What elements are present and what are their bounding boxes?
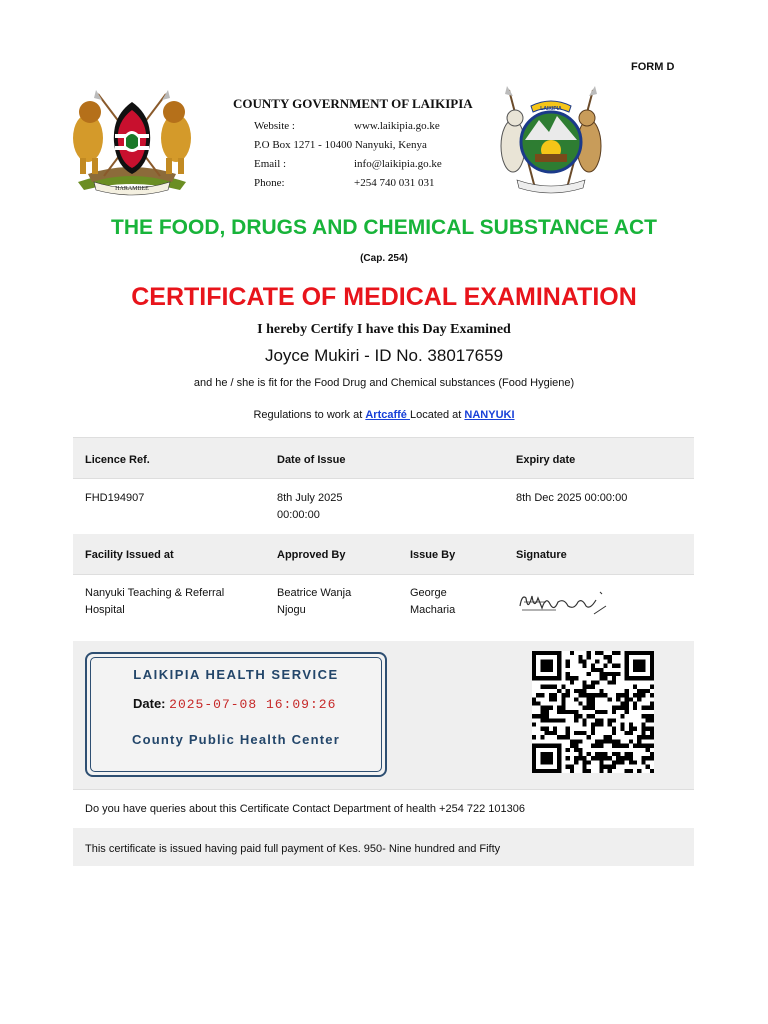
regulations-line <box>0 409 768 421</box>
certify-line: I hereby Certify I have this Day Examined <box>257 322 511 337</box>
stamp-date-row <box>133 696 336 712</box>
stamp-title: LAIKIPIA HEALTH SERVICE <box>133 667 339 682</box>
stamp-center-name: County Public Health Center <box>132 732 340 747</box>
facility-value: Nanyuki Teaching & Referral Hospital <box>85 587 225 616</box>
phone-label: Phone: <box>254 177 285 189</box>
health-service-stamp <box>85 652 387 777</box>
stamp-date-label: Date: <box>133 696 166 711</box>
form-label: FORM D <box>631 61 675 73</box>
phone-value: +254 740 031 031 <box>354 177 435 189</box>
divider <box>73 574 694 575</box>
date-issue-header: Date of Issue <box>277 454 346 466</box>
po-box-text: P.O Box 1271 - 10400 Nanyuki, Kenya <box>254 139 427 151</box>
certificate-title: CERTIFICATE OF MEDICAL EXAMINATION <box>131 283 637 311</box>
svg-text:HARAMBEE: HARAMBEE <box>115 186 149 192</box>
kenya-coat-of-arms-icon <box>68 86 196 196</box>
email-value: info@laikipia.go.ke <box>354 158 442 170</box>
approved-header: Approved By <box>277 549 346 561</box>
website-label: Website : <box>254 120 295 132</box>
location-link[interactable]: NANYUKI <box>464 409 515 421</box>
contact-block <box>254 117 504 193</box>
divider <box>73 437 694 438</box>
county-name: COUNTY GOVERNMENT OF LAIKIPIA <box>233 96 473 111</box>
phone-row <box>254 174 504 193</box>
facility-header: Facility Issued at <box>85 549 174 561</box>
regulations-middle: Located at <box>409 409 465 421</box>
queries-text: Do you have queries about this Certificate Contact Department of health +254 722 101306 <box>85 803 525 815</box>
expiry-header: Expiry date <box>516 454 576 466</box>
website-row <box>254 117 504 136</box>
divider <box>73 789 694 790</box>
website-value: www.laikipia.go.ke <box>354 120 440 132</box>
licence-value: FHD194907 <box>85 492 145 504</box>
employer-link[interactable]: Artcaffé <box>365 409 410 421</box>
po-box-row <box>254 136 504 155</box>
laikipia-county-emblem-icon <box>495 84 607 200</box>
issue-by-value: George Macharia <box>410 587 456 616</box>
qr-code-icon[interactable] <box>529 651 657 773</box>
issue-by-header: Issue By <box>410 549 456 561</box>
act-title: THE FOOD, DRUGS AND CHEMICAL SUBSTANCE ACT <box>111 216 657 239</box>
licence-header: Licence Ref. <box>85 454 150 466</box>
signature-icon <box>516 584 616 624</box>
fit-statement: and he / she is fit for the Food Drug and Chemical substances (Food Hygiene) <box>193 377 575 389</box>
approved-value: Beatrice Wanja Njogu <box>277 587 352 616</box>
email-row <box>254 155 504 174</box>
payment-text: This certificate is issued having paid full payment of Kes. 950- Nine hundred and Fifty <box>85 843 501 855</box>
date-issue-value: 8th July 2025 00:00:00 <box>277 492 343 521</box>
person-name-id: Joyce Mukiri - ID No. 38017659 <box>264 346 504 365</box>
signature-header: Signature <box>516 549 567 561</box>
divider <box>73 478 694 479</box>
act-cap: (Cap. 254) <box>360 253 408 264</box>
regulations-prefix: Regulations to work at <box>253 409 366 421</box>
table-header-1 <box>73 438 694 478</box>
svg-text:LAIKIPIA: LAIKIPIA <box>540 106 562 112</box>
stamp-date-value: 2025-07-08 16:09:26 <box>169 697 337 712</box>
expiry-value: 8th Dec 2025 00:00:00 <box>516 492 628 504</box>
email-label: Email : <box>254 158 287 170</box>
